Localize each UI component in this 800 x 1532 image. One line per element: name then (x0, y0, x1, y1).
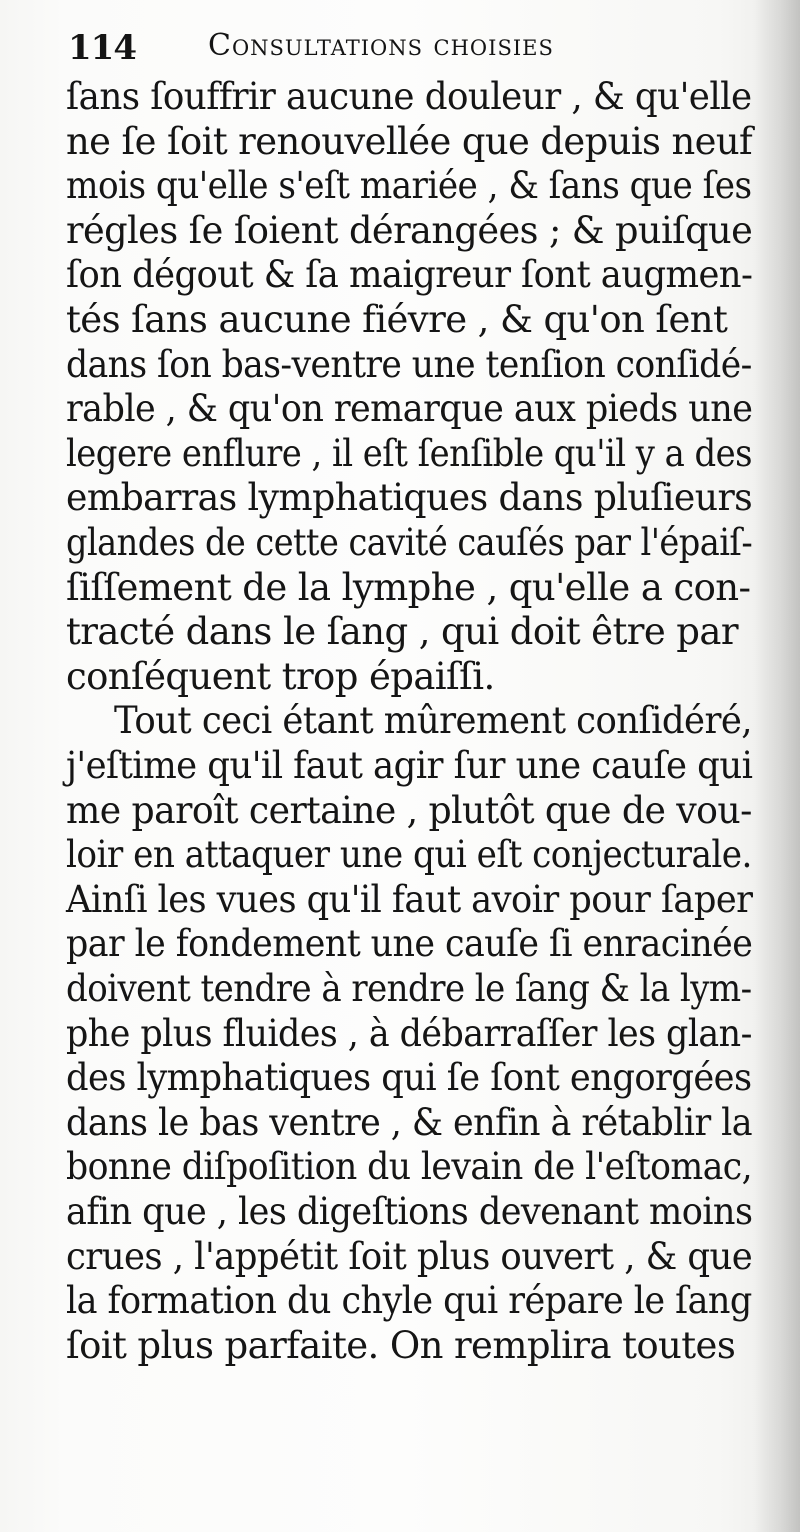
page-edge-shadow (754, 0, 800, 1532)
text-line: tracté dans le ſang , qui doit être par (66, 610, 738, 654)
text-line: embarras lymphatiques dans pluſieurs (66, 476, 753, 520)
text-line: la formation du chyle qui répare le ſang (66, 1279, 752, 1323)
text-line: rable , & qu'on remarque aux pieds une (66, 387, 753, 431)
text-line: dans le bas ventre , & enfin à rétablir la (66, 1100, 753, 1144)
text-line: me paroît certaine , plutôt que de vou- (66, 788, 752, 832)
paragraph-first-line: Tout ceci étant mûrement conſidéré, (114, 699, 752, 743)
page-header (68, 22, 668, 72)
text-line: régles ſe ſoient dérangées ; & puiſque (66, 208, 753, 252)
running-title: Consultations choisies (208, 28, 554, 63)
text-line: ſon dégout & ſa maigreur ſont augmen- (66, 253, 753, 297)
text-line: doivent tendre à rendre le ſang & la lym- (66, 967, 752, 1010)
text-line: glandes de cette cavité cauſés par l'épaiſ- (66, 521, 753, 564)
text-line: tés ſans aucune fiévre , & qu'on ſent (66, 298, 728, 341)
text-line: ſiſſement de la lymphe , qu'elle a con- (66, 565, 751, 609)
text-line: bonne diſpoſition du levain de l'eſtomac, (66, 1145, 753, 1189)
text-line: ſans ſouffrir aucune douleur , & qu'elle (66, 75, 752, 118)
text-line: ne ſe ſoit renouvellée que depuis neuf (66, 119, 753, 163)
text-line: dans ſon bas-ventre une tenſion conſidé- (66, 342, 752, 386)
text-line: ſoit plus parfaite. On remplira toutes (66, 1323, 736, 1367)
page-number: 114 (68, 28, 136, 68)
text-line: conſéquent trop épaiſſi. (66, 654, 495, 698)
text-line: des lymphatiques qui ſe ſont engorgées (66, 1056, 752, 1100)
text-line: par le fondement une cauſe ſi enracinée (66, 922, 753, 966)
text-line: j'eſtime qu'il faut agir ſur une cauſe qui (66, 744, 753, 787)
text-line: crues , l'appétit ſoit plus ouvert , & que (66, 1234, 753, 1278)
text-line: Ainſi les vues qu'il faut avoir pour ſaper (66, 877, 753, 921)
text-line: phe plus fluides , à débarraſſer les glan- (66, 1011, 752, 1055)
text-line: legere enflure , il eſt ſenſible qu'il y a des (66, 431, 752, 475)
text-line: afin que , les digeſtions devenant moins (66, 1190, 753, 1233)
text-line: mois qu'elle s'eſt mariée , & ſans que ſes (66, 164, 752, 208)
text-line: loir en attaquer une qui eſt conjecturale. (66, 833, 752, 877)
